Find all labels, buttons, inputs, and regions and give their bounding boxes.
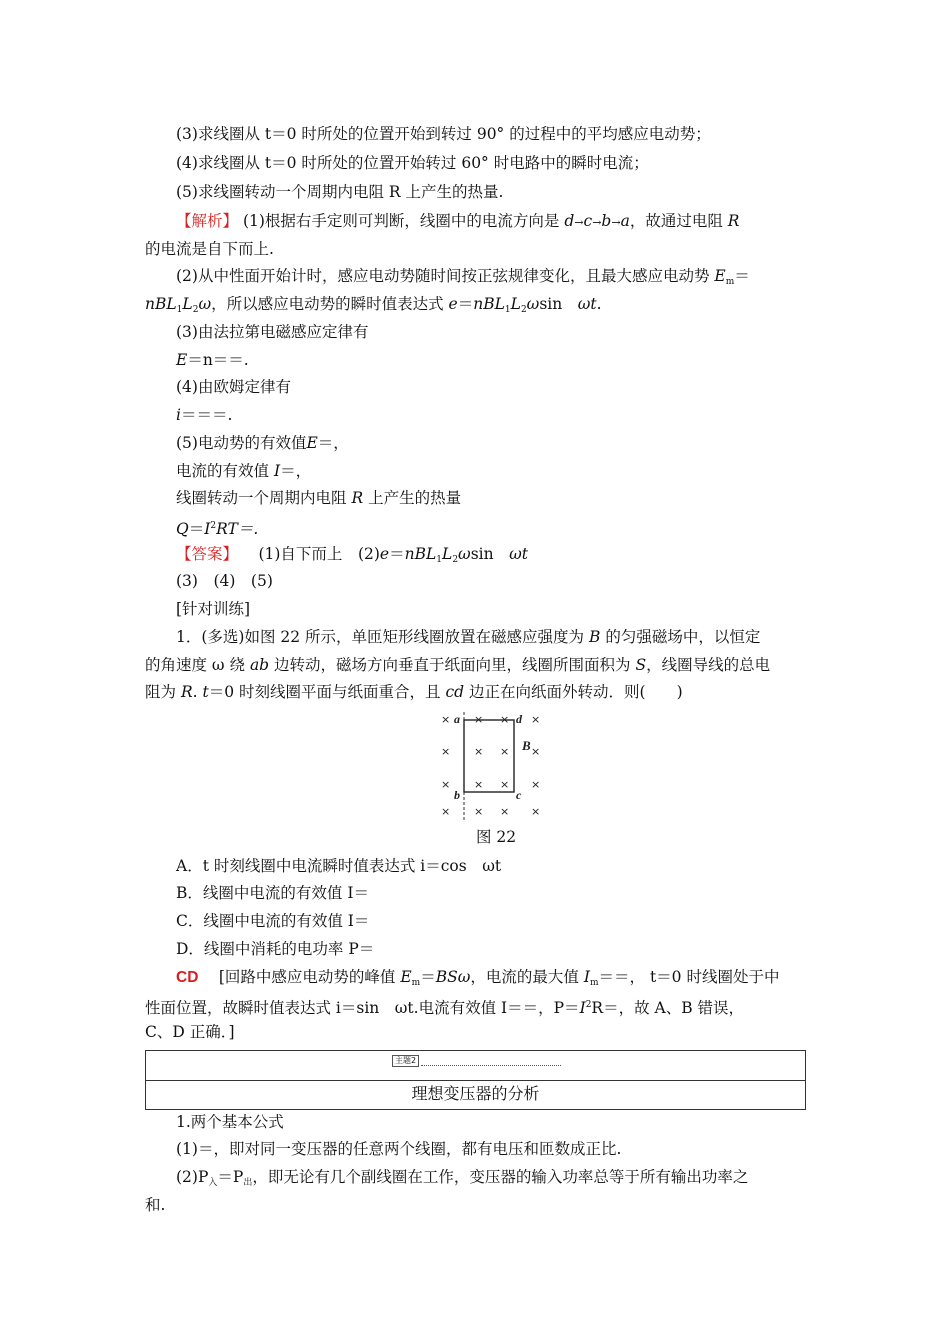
analysis-line-1: 【解析】 (1)根据右手定则可判断，线圈中的电流方向是 d→c→b→a，故通过电阻 R <box>176 212 740 230</box>
field-cross: × <box>531 745 541 758</box>
practice-question-line-3: 阻为 R. t＝0 时刻线圈平面与纸面重合，且 cd 边正在向纸面外转动．则( ) <box>145 683 683 701</box>
practice-heading: [针对训练] <box>176 600 251 618</box>
topic-box <box>145 1050 806 1110</box>
coil-magnetic-field-figure <box>440 712 550 822</box>
option-d: D．线圈中消耗的电功率 P＝ <box>176 940 375 958</box>
label-c: c <box>516 788 522 802</box>
field-cross: × <box>474 745 484 758</box>
analysis-line-5b: 电流的有效值 I＝， <box>176 462 312 480</box>
topic-dotted-line <box>421 1065 561 1066</box>
field-cross: × <box>531 805 541 818</box>
answer-line-1: 【答案】 (1)自下而上 $(2)e=nBL_1L_2\omega\sin$ ωt <box>176 545 528 565</box>
solution-line-1: CD [回路中感应电动势的峰值 $E_m=BS\omega$，电流的最大值 $I_m==$， t＝0 时线圈处于中 <box>176 968 780 988</box>
figure-caption: 图 22 <box>476 828 517 846</box>
question-3: (3)求线圈从 t＝0 时所处的位置开始到转过 90° 的过程中的平均感应电动势； <box>176 125 711 143</box>
analysis-line-1b: 的电流是自下而上. <box>145 240 274 258</box>
analysis-line-3-eq: E＝n＝＝. <box>176 351 249 369</box>
answer-line-2: (3) (4) (5) <box>176 572 273 590</box>
analysis-line-5-eq: $Q=I^2RT=$. <box>176 520 259 538</box>
option-b: B．线圈中电流的有效值 I＝ <box>176 884 369 902</box>
answer-tag: 【答案】 <box>176 545 239 563</box>
field-cross: × <box>474 713 484 726</box>
question-4: (4)求线圈从 t＝0 时所处的位置开始转过 60° 时电路中的瞬时电流； <box>176 154 649 172</box>
analysis-line-3: (3)由法拉第电磁感应定律有 <box>176 323 369 341</box>
solution-line-2: 性面位置，故瞬时值表达式 i＝sin ωt.电流有效值 I＝＝，$P=I^2R=$，故 A、B 错误， <box>145 999 745 1017</box>
option-a: A．t 时刻线圈中电流瞬时值表达式 i＝cos ωt <box>176 857 502 875</box>
field-cross: × <box>474 805 484 818</box>
label-a: a <box>454 712 460 726</box>
solution-line-3: C、D 正确．] <box>145 1023 235 1041</box>
field-cross: × <box>441 745 451 758</box>
practice-question-line-2: 的角速度 ω 绕 ab 边转动，磁场方向垂直于纸面向里，线圈所围面积为 S，线圈导线的总电 <box>145 656 771 674</box>
field-cross: × <box>500 745 510 758</box>
topic-tag: 主题2 <box>392 1055 419 1067</box>
analysis-line-2b: $nBL_1L_2\omega$，所以感应电动势的瞬时值表达式 $e=nBL_1L_2\omega\sin$ ωt. <box>145 295 602 315</box>
field-cross: × <box>474 778 484 791</box>
analysis-line-4-eq: i＝＝＝. <box>176 406 233 424</box>
practice-question-line-1: 1．(多选)如图 22 所示，单匝矩形线圈放置在磁感应强度为 B 的匀强磁场中，以恒定 <box>176 628 761 646</box>
label-d: d <box>516 712 522 726</box>
field-cross: × <box>500 805 510 818</box>
analysis-tag: 【解析】 <box>176 212 239 230</box>
formulas-heading: 1.两个基本公式 <box>176 1113 284 1131</box>
field-cross: × <box>531 713 541 726</box>
topic-divider <box>146 1080 805 1081</box>
field-cross: × <box>441 805 451 818</box>
answer-letters: CD <box>176 969 199 986</box>
analysis-line-5c: 线圈转动一个周期内电阻 R 上产生的热量 <box>176 489 462 507</box>
formula-2: $(2)P_入=P_出$，即无论有几个副线圈在工作，变压器的输入功率总等于所有输出功率之 <box>176 1168 749 1188</box>
field-cross: × <box>500 778 510 791</box>
field-cross: × <box>441 778 451 791</box>
field-cross: × <box>441 713 451 726</box>
label-b: b <box>454 788 460 802</box>
field-cross: × <box>500 713 510 726</box>
analysis-line-4: (4)由欧姆定律有 <box>176 378 291 396</box>
formula-2-end: 和. <box>145 1196 166 1214</box>
label-field-B: B <box>522 738 531 753</box>
option-c: C．线圈中电流的有效值 I＝ <box>176 912 370 930</box>
question-5: (5)求线圈转动一个周期内电阻 R 上产生的热量. <box>176 183 504 201</box>
analysis-line-5: (5)电动势的有效值E＝， <box>176 434 349 452</box>
analysis-line-2: (2)从中性面开始计时，感应电动势随时间按正弦规律变化，且最大感应电动势 $E_m=$ <box>176 267 750 287</box>
formula-1: (1)＝，即对同一变压器的任意两个线圈，都有电压和匝数成正比. <box>176 1140 622 1158</box>
field-cross: × <box>531 778 541 791</box>
topic-title: 理想变压器的分析 <box>411 1084 540 1103</box>
